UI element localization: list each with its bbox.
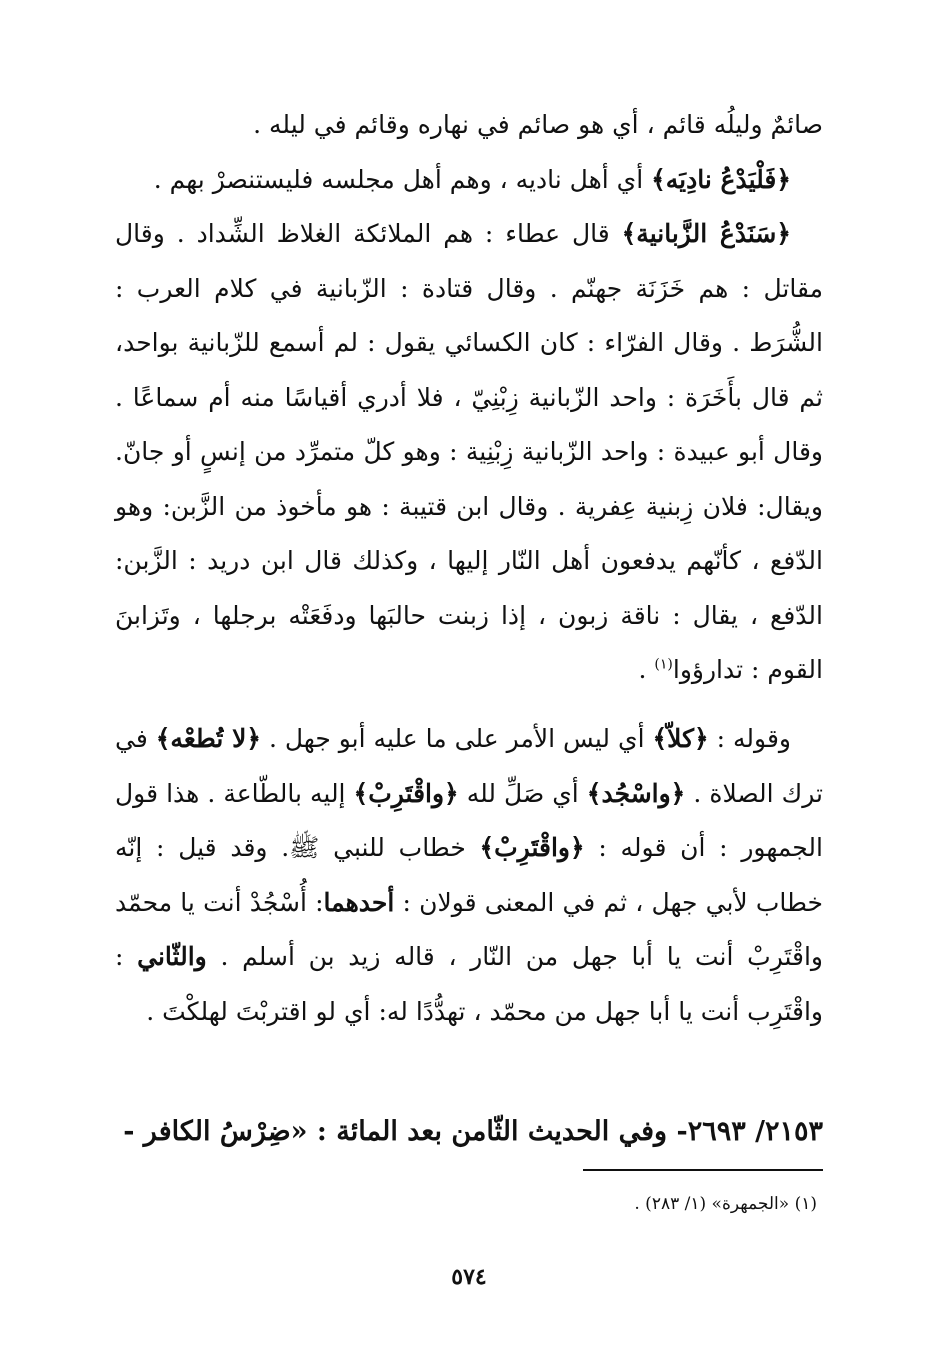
text-run: .	[638, 655, 655, 684]
text-run: أي أهل ناديه ، وهم أهل مجلسه فليستنصرْ بهم .	[153, 164, 652, 194]
emphasized-text: ﴿واسْجُد﴾	[586, 778, 686, 808]
emphasized-text: ﴿لا تُطعْه﴾	[155, 724, 261, 753]
text-run: : أُسْجُدْ أنت يا محمّد واقْتَرِبْ أنت يا أبا جهل من النّار ، قاله زيد بن أسلم .	[115, 887, 823, 971]
emphasized-text: والثّاني	[137, 942, 207, 971]
emphasized-text: أحدهما	[323, 887, 395, 917]
text-run: في ترك الصلاة .	[115, 724, 823, 808]
footnote-marker: (١)	[654, 656, 673, 673]
emphasized-text: ﴿واقْتَرِبْ﴾	[479, 833, 585, 862]
paragraph	[115, 712, 823, 1039]
text-run: أي صَلِّ لله	[458, 778, 587, 808]
emphasized-text: ﴿سَنَدْعُ الزَّبانية﴾	[621, 219, 791, 248]
text-run: : واقْتَرِب أنت يا أبا جهل من محمّد ، تهدُّدًا له: أي لو اقتربْتَ لهلكْتَ .	[115, 942, 823, 1026]
text-run: خطاب للنبي ﷺ. وقد قيل : إنّه خطاب لأبي جهل ، ثم في المعنى قولان :	[115, 833, 823, 917]
hadith-heading: ٢١٥٣/ ٢٦٩٣- وفي الحديث الثّامن بعد المائة : «ضِرْسُ الكافر -	[123, 1116, 823, 1147]
text-run: إليه بالطّاعة . هذا قول الجمهور : أن قوله :	[115, 778, 823, 862]
text-run: وقوله :	[708, 724, 791, 753]
emphasized-text: ﴿واقْتَرِبْ﴾	[353, 778, 459, 808]
commentary-text	[115, 712, 823, 1039]
text-run: أي ليس الأمر على ما عليه أبو جهل .	[260, 724, 653, 753]
paragraph	[115, 207, 823, 698]
text-run: صائمٌ وليلُه قائم ، أي هو صائم في نهاره وقائم في ليله .	[253, 110, 823, 139]
paragraph	[115, 153, 823, 208]
text-run: قال عطاء : هم الملائكة الغلاظ الشِّداد . وقال مقاتل : هم خَزَنَة جهنّم . وقال قتادة : الزّبانية في كلام العرب : الشُّرَط . وقال الفرّاء : كان الكسائي يقول : لم أسمع للزّبانية بواحد، ثم قال بأَخَرَة : واحد الزّبانية زِبْنِيّ ، فلا أدري أقياسًا منه أم سماعًا . وقال أبو عبيدة : واحد الزّبانية زِبْنِية : وهو كلّ متمرِّد من إنسٍ أو جانّ. ويقال: فلان زِبنية عِفرية . وقال ابن قتيبة : هو مأخوذ من الزَّبن: وهو الدّفع ، كأنّهم يدفعون أهل النّار إليها ، وكذلك قال ابن دريد : الزَّبن: الدّفع ، يقال : ناقة زبون ، إذا زبنت حالبَها ودفَعَتْه برجلها ، وتَزابنَ القوم : تدارؤوا	[115, 219, 823, 684]
main-text	[115, 98, 823, 698]
footnote-divider	[583, 1169, 823, 1171]
emphasized-text: ﴿فَلْيَدْعُ نادِيَه﴾	[651, 164, 791, 194]
page-number: ٥٧٤	[451, 1264, 487, 1290]
footnote: (١) «الجمهرة» (١/ ٢٨٣) .	[634, 1194, 817, 1214]
paragraph	[115, 98, 823, 153]
emphasized-text: ﴿كلاّ﴾	[652, 724, 709, 753]
